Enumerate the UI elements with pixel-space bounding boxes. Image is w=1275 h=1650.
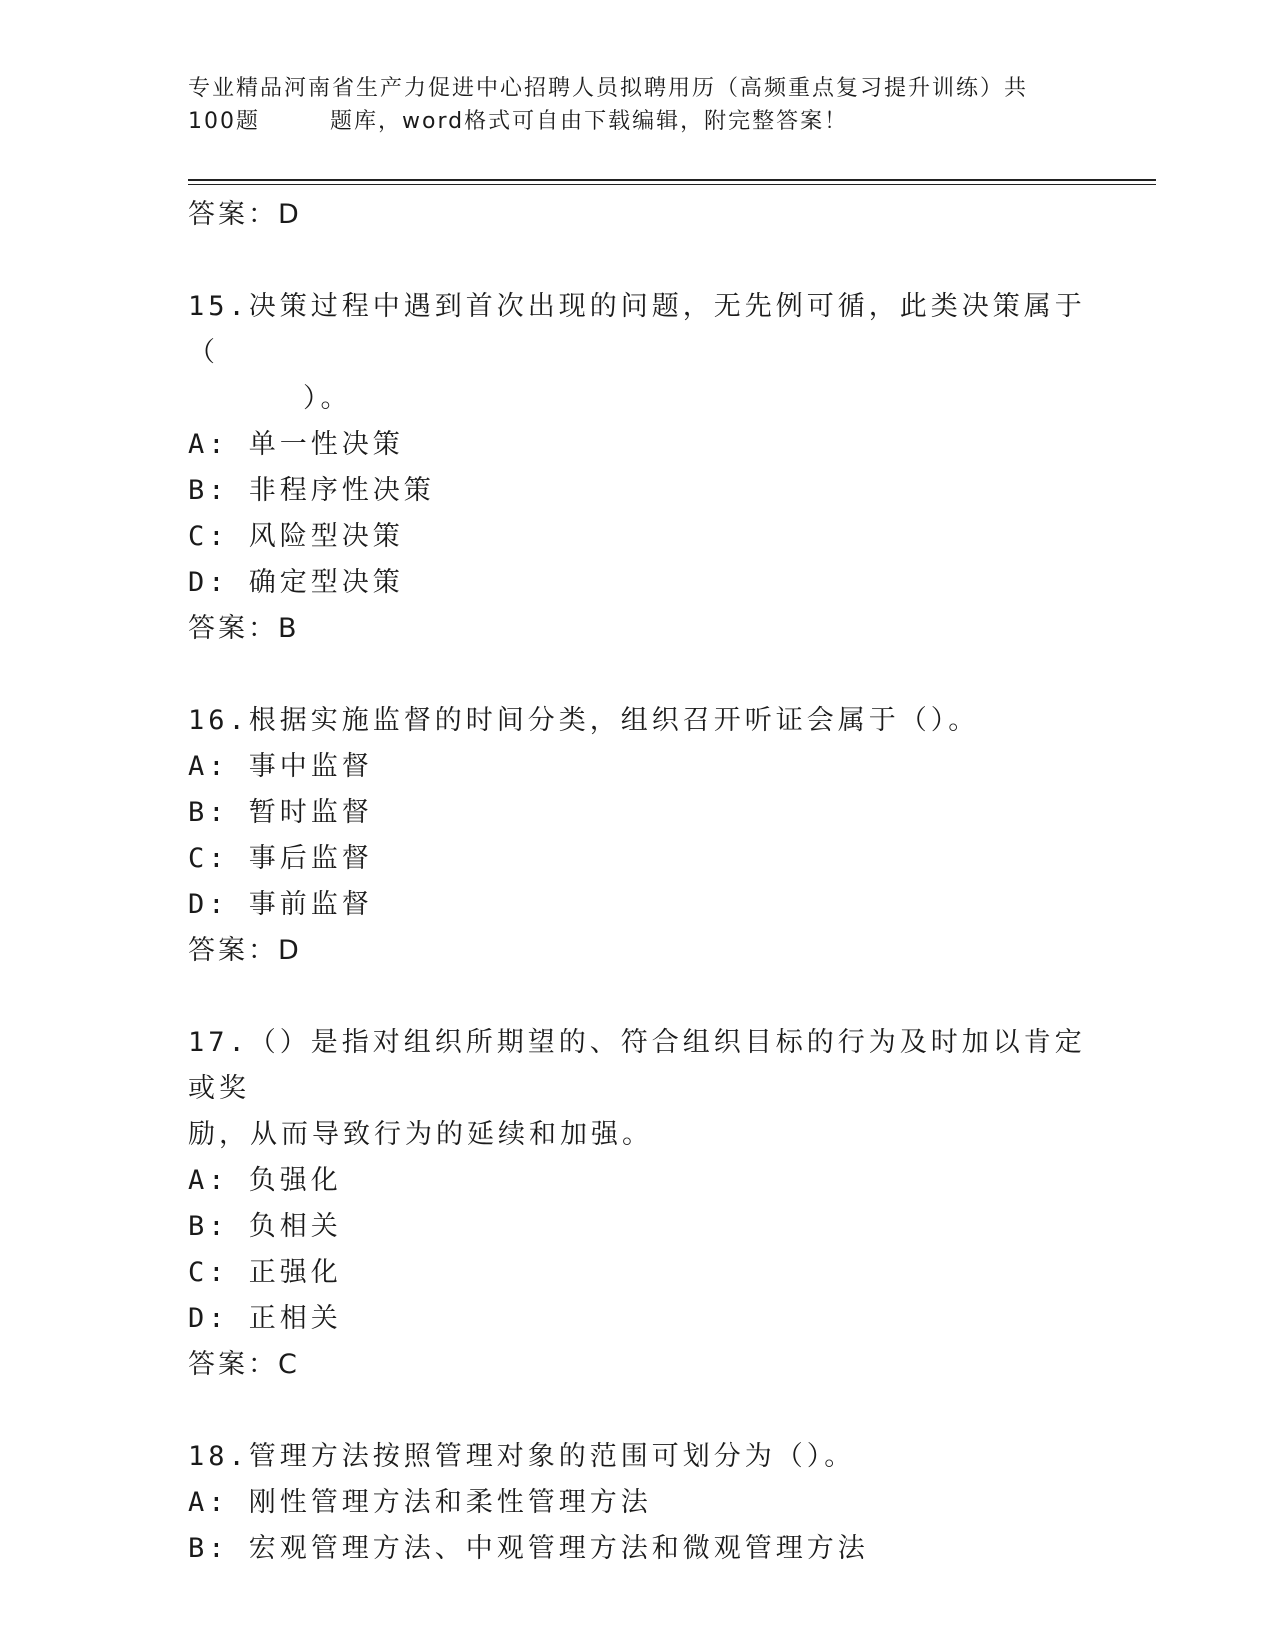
header-question-count: 100题	[188, 109, 260, 134]
question-15	[188, 284, 1088, 652]
question-stem-line: 18.管理方法按照管理对象的范围可划分为（）。	[188, 1441, 856, 1472]
header-divider-thick	[188, 179, 1156, 181]
question-18	[188, 1434, 1088, 1572]
option-b: B: 非程序性决策	[188, 475, 435, 506]
question-stem	[188, 1020, 1088, 1158]
option-a: A: 单一性决策	[188, 429, 404, 460]
header-divider-thin	[188, 184, 1156, 185]
option-b: B: 宏观管理方法、中观管理方法和微观管理方法	[188, 1533, 869, 1564]
option-a: A: 刚性管理方法和柔性管理方法	[188, 1487, 652, 1518]
question-list	[188, 192, 1088, 1572]
option-a: A: 事中监督	[188, 751, 373, 782]
header-title-line-1: 专业精品河南省生产力促进中心招聘人员拟聘用历（高频重点复习提升训练）共	[188, 76, 1029, 101]
option-c: C: 风险型决策	[188, 521, 404, 552]
option-d: D: 事前监督	[188, 889, 373, 920]
document-header	[188, 72, 1088, 138]
question-stem-line: 16.根据实施监督的时间分类，组织召开听证会属于（）。	[188, 705, 980, 736]
header-description: 题库，word格式可自由下载编辑，附完整答案！	[330, 109, 849, 134]
question-stem-line: 17.（）是指对组织所期望的、符合组织目标的行为及时加以肯定或奖	[188, 1027, 1086, 1104]
option-d: D: 确定型决策	[188, 567, 404, 598]
option-c: C: 事后监督	[188, 843, 373, 874]
question-17	[188, 1020, 1088, 1388]
answer-16: 答案：D	[188, 935, 302, 966]
answer-14: 答案：D	[188, 199, 302, 230]
question-stem-line: ）。	[303, 383, 352, 414]
option-c: C: 正强化	[188, 1257, 342, 1288]
option-d: D: 正相关	[188, 1303, 342, 1334]
question-stem-line: 励，从而导致行为的延续和加强。	[188, 1119, 653, 1150]
question-stem	[188, 1434, 1088, 1480]
answer-15: 答案：B	[188, 613, 300, 644]
question-16	[188, 698, 1088, 974]
option-b: B: 暂时监督	[188, 797, 373, 828]
option-b: B: 负相关	[188, 1211, 342, 1242]
option-a: A: 负强化	[188, 1165, 342, 1196]
question-stem	[188, 284, 1088, 422]
question-stem	[188, 698, 1088, 744]
answer-17: 答案：C	[188, 1349, 300, 1380]
question-stem-line: 15.决策过程中遇到首次出现的问题，无先例可循，此类决策属于（	[188, 291, 1086, 368]
header-title-line-2	[188, 105, 1088, 138]
